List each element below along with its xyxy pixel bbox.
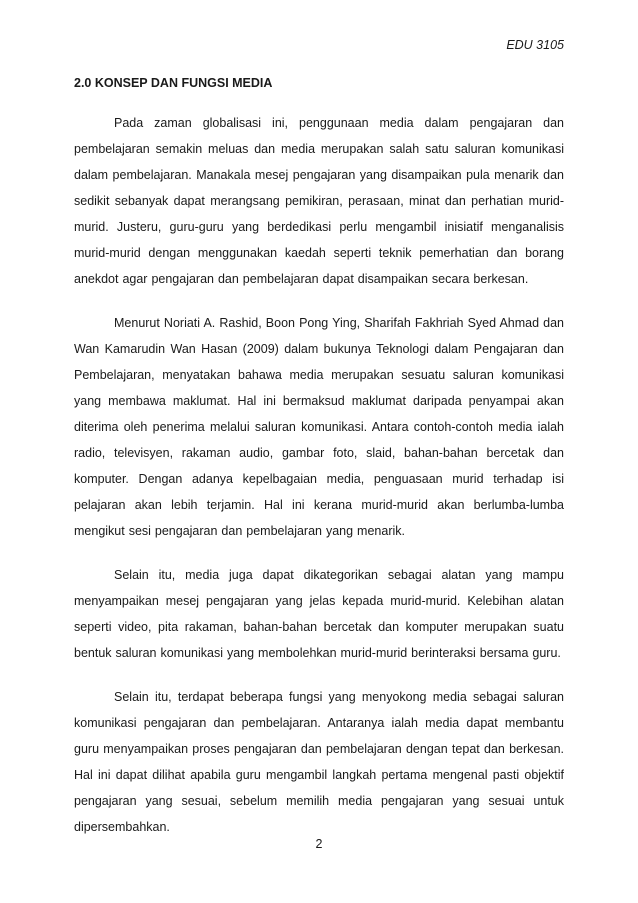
paragraph-1: Pada zaman globalisasi ini, penggunaan media dalam pengajaran dan pembelajaran semakin meluas dan media merupakan salah satu saluran komunikasi dalam pembelajaran. Manakala mesej pengajaran yang disampaikan pula menarik dan sedikit sebanyak dapat merangsang pemikiran, perasaan, minat dan perhatian murid-murid. Justeru, guru-guru yang berdedikasi perlu mengambil inisiatif menganalisis murid-murid dengan menggunakan kaedah seperti teknik pemerhatian dan borang anekdot agar pengajaran dan pembelajaran dapat disampaikan secara berkesan.	[74, 116, 564, 286]
section-heading: 2.0 KONSEP DAN FUNGSI MEDIA	[74, 76, 273, 90]
page-number: 2	[315, 837, 323, 851]
paragraph-3: Selain itu, media juga dapat dikategorikan sebagai alatan yang mampu menyampaikan mesej pengajaran yang jelas kepada murid-murid. Kelebihan alatan seperti video, pita rakaman, bahan-bahan bercetak dan komputer merupakan suatu bentuk saluran komunikasi yang membolehkan murid-murid berinteraksi bersama guru.	[74, 568, 564, 660]
paragraph-4: Selain itu, terdapat beberapa fungsi yang menyokong media sebagai saluran komunikasi pengajaran dan pembelajaran. Antaranya ialah media dapat membantu guru menyampaikan proses pengajaran dan pembelajaran dengan tepat dan berkesan. Hal ini dapat dilihat apabila guru mengambil langkah pertama mengenal pasti objektif pengajaran yang sesuai, sebelum memilih media pengajaran yang sesuai untuk dipersembahkan.	[74, 690, 564, 834]
course-code: EDU 3105	[506, 38, 564, 52]
body-text	[74, 110, 564, 858]
paragraph-2: Menurut Noriati A. Rashid, Boon Pong Ying, Sharifah Fakhriah Syed Ahmad dan Wan Kamarudin Wan Hasan (2009) dalam bukunya Teknologi dalam Pengajaran dan Pembelajaran, menyatakan bahawa media merupakan sesuatu saluran komunikasi yang membawa maklumat. Hal ini bermaksud maklumat daripada penyampai akan diterima oleh penerima melalui saluran komunikasi. Antara contoh-contoh media ialah radio, televisyen, rakaman audio, gambar foto, slaid, bahan-bahan bercetak dan komputer. Dengan adanya kepelbagaian media, penguasaan murid terhadap isi pelajaran akan lebih terjamin. Hal ini kerana murid-murid akan berlumba-lumba mengikut sesi pengajaran dan pembelajaran yang menarik.	[74, 316, 564, 538]
